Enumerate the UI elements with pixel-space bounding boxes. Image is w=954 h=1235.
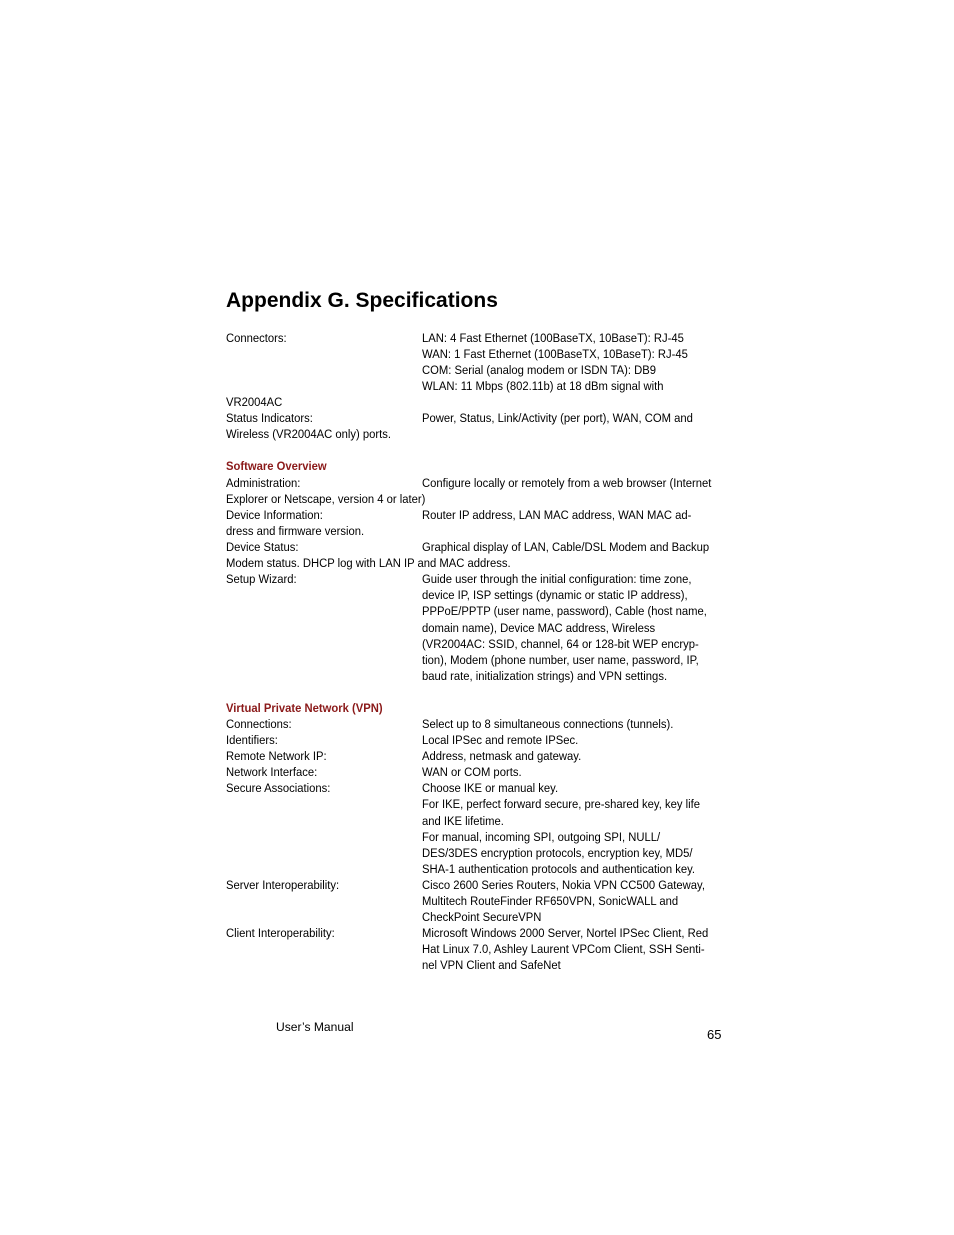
- spec-value: WAN: 1 Fast Ethernet (100BaseTX, 10BaseT): RJ-45: [422, 347, 688, 361]
- spec-label: Client Interoperability:: [226, 926, 335, 940]
- spec-label: Device Status:: [226, 540, 299, 554]
- spec-value: VR2004AC: [226, 395, 283, 409]
- spec-label: Administration:: [226, 476, 301, 490]
- spec-value: Power, Status, Link/Activity (per port), WAN, COM and: [422, 411, 693, 425]
- spec-value: Guide user through the initial configuration: time zone,: [422, 572, 692, 586]
- spec-value: LAN: 4 Fast Ethernet (100BaseTX, 10BaseT): RJ-45: [422, 331, 684, 345]
- page-title: Appendix G. Specifications: [226, 289, 498, 312]
- spec-value: COM: Serial (analog modem or ISDN TA): DB9: [422, 363, 656, 377]
- spec-value: Graphical display of LAN, Cable/DSL Modem and Backup: [422, 540, 710, 554]
- footer-manual-title: User’s Manual: [276, 1020, 354, 1034]
- spec-value: Router IP address, LAN MAC address, WAN MAC ad-: [422, 508, 692, 522]
- spec-label: Network Interface:: [226, 765, 318, 779]
- spec-value: dress and firmware version.: [226, 524, 365, 538]
- spec-label: Secure Associations:: [226, 781, 331, 795]
- spec-value: SHA-1 authentication protocols and authentication key.: [422, 862, 696, 876]
- spec-value: Cisco 2600 Series Routers, Nokia VPN CC500 Gateway,: [422, 878, 705, 892]
- spec-value: WAN or COM ports.: [422, 765, 522, 779]
- spec-value: (VR2004AC: SSID, channel, 64 or 128-bit WEP encryp-: [422, 637, 699, 651]
- spec-value: tion), Modem (phone number, user name, password, IP,: [422, 653, 699, 667]
- spec-value: CheckPoint SecureVPN: [422, 910, 542, 924]
- spec-label: Server Interoperability:: [226, 878, 340, 892]
- section-heading-vpn: Virtual Private Network (VPN): [226, 701, 383, 715]
- spec-value: Choose IKE or manual key.: [422, 781, 559, 795]
- spec-value: Microsoft Windows 2000 Server, Nortel IPSec Client, Red: [422, 926, 709, 940]
- spec-value: PPPoE/PPTP (user name, password), Cable (host name,: [422, 604, 707, 618]
- spec-label: Remote Network IP:: [226, 749, 327, 763]
- spec-value: and IKE lifetime.: [422, 814, 504, 828]
- spec-label: Connections:: [226, 717, 292, 731]
- spec-value: For IKE, perfect forward secure, pre-shared key, key life: [422, 797, 700, 811]
- spec-value: DES/3DES encryption protocols, encryption key, MD5/: [422, 846, 693, 860]
- spec-value: Select up to 8 simultaneous connections (tunnels).: [422, 717, 674, 731]
- spec-value: Modem status. DHCP log with LAN IP and MAC address.: [226, 556, 511, 570]
- spec-value: baud rate, initialization strings) and VPN settings.: [422, 669, 668, 683]
- spec-value: nel VPN Client and SafeNet: [422, 958, 561, 972]
- spec-label: Identifiers:: [226, 733, 278, 747]
- spec-value: Address, netmask and gateway.: [422, 749, 582, 763]
- spec-label: Status Indicators:: [226, 411, 313, 425]
- spec-value: domain name), Device MAC address, Wireless: [422, 621, 656, 635]
- spec-value: Explorer or Netscape, version 4 or later): [226, 492, 426, 506]
- spec-value: Local IPSec and remote IPSec.: [422, 733, 579, 747]
- spec-value: For manual, incoming SPI, outgoing SPI, NULL/: [422, 830, 661, 844]
- spec-value: Wireless (VR2004AC only) ports.: [226, 427, 392, 441]
- section-heading-software: Software Overview: [226, 459, 327, 473]
- spec-label: Device Information:: [226, 508, 323, 522]
- spec-value: device IP, ISP settings (dynamic or static IP address),: [422, 588, 688, 602]
- page-number: 65: [707, 1027, 722, 1042]
- spec-label: Setup Wizard:: [226, 572, 297, 586]
- spec-value: WLAN: 11 Mbps (802.11b) at 18 dBm signal with: [422, 379, 664, 393]
- spec-value: Configure locally or remotely from a web browser (Internet: [422, 476, 712, 490]
- spec-label: Connectors:: [226, 331, 287, 345]
- spec-value: Multitech RouteFinder RF650VPN, SonicWALL and: [422, 894, 679, 908]
- spec-value: Hat Linux 7.0, Ashley Laurent VPCom Client, SSH Senti-: [422, 942, 705, 956]
